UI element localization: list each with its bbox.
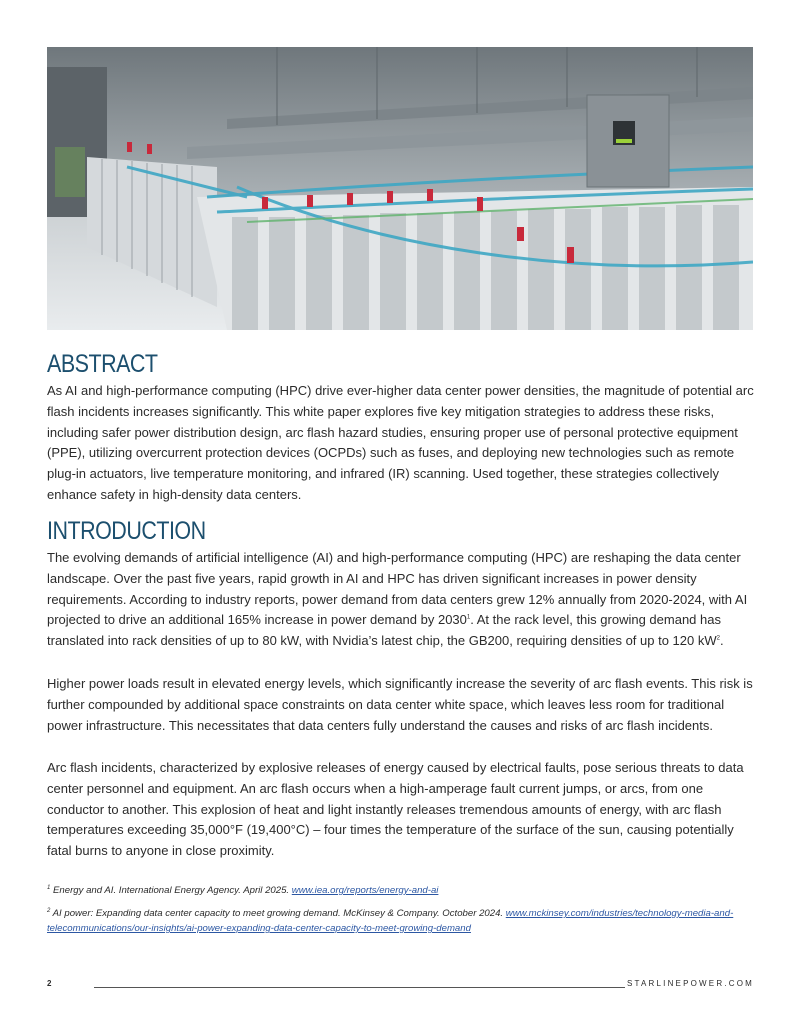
intro-p1-text-a: The evolving demands of artificial intelligence (AI) and high-performance computing (HPC) are reshaping the data center landscape. Over the past five years, rapid growth in AI and HPC has driven significant increases in power density requirements. According to industry reports, power demand from data centers grew 12% annually from 2020-2024, with AI projected to drive an additional 165% increase in power demand by 2030 (47, 550, 748, 628)
data-center-photo (47, 47, 753, 330)
introduction-heading: INTRODUCTION (47, 517, 206, 545)
introduction-paragraph-2: Higher power loads result in elevated energy levels, which significantly increase the severity of arc flash events. This risk is further compounded by additional space constraints on data center white space, which leaves less room for traditional power infrastructure. This necessitates that data centers fully understand the causes and risks of arc flash incidents. (47, 676, 753, 733)
intro-p1-text-b: . At the rack level, this growing demand has translated into rack densities of up to 80 kW, with Nvidia’s latest chip, the GB200, requiring densities of up to 120 kW (47, 612, 721, 649)
abstract-paragraph: As AI and high-performance computing (HPC) drive ever-higher data center power densities, the magnitude of potential arc flash incidents increases significantly. This white paper explores five key mitigation strategies to address these risks, including safer power distribution design, arc flash hazard studies, ensuring proper use of personal protective equipment (PPE), utilizing overcurrent protection devices (OCPDs) such as fuses, and deploying new technologies such as remote plug-in actuators, live temperature monitoring, and infrared (IR) scanning. Used together, these strategies collectively enhance safety in high-density data centers. (47, 383, 754, 502)
footer-divider (94, 987, 625, 988)
footnote-1-mark: 1 (47, 884, 51, 891)
page-number: 2 (47, 979, 52, 988)
footnote-2 (47, 906, 759, 936)
footnote-ref-1: 1 (466, 615, 471, 622)
footnote-2-mark: 2 (47, 907, 51, 914)
abstract-heading: ABSTRACT (47, 350, 158, 378)
intro-p1-text-c: . (719, 633, 724, 649)
introduction-paragraph-3: Arc flash incidents, characterized by explosive releases of energy caused by electrical faults, pose serious threats to data center personnel and equipment. An arc flash occurs when a high-amperage fault current jumps, or arcs, from one conductor to another. This explosion of heat and light instantly releases tremendous amounts of energy, with arc flash temperatures exceeding 35,000°F (19,400°C) – four times the temperature of the surface of the sun, causing potentially fatal burns to anyone in close proximity. (47, 760, 744, 859)
footnote-2-link[interactable]: www.mckinsey.com/industries/technology-media-and-telecommunications/our-insights/ai-power-expanding-data-center-capacity-to-meet-growing-demand (47, 908, 734, 934)
footer-website: STARLINEPOWER.COM (626, 979, 754, 988)
footnote-ref-2: 2 (716, 635, 720, 642)
footnote-1 (47, 883, 759, 898)
footnote-2-text: AI power: Expanding data center capacity to meet growing demand. McKinsey & Company. October 2024. (52, 908, 506, 919)
footnote-1-text: Energy and AI. International Energy Agency. April 2025. (53, 885, 292, 896)
footnote-1-link[interactable]: www.iea.org/reports/energy-and-ai (291, 885, 439, 896)
introduction-paragraph-1 (47, 548, 759, 652)
